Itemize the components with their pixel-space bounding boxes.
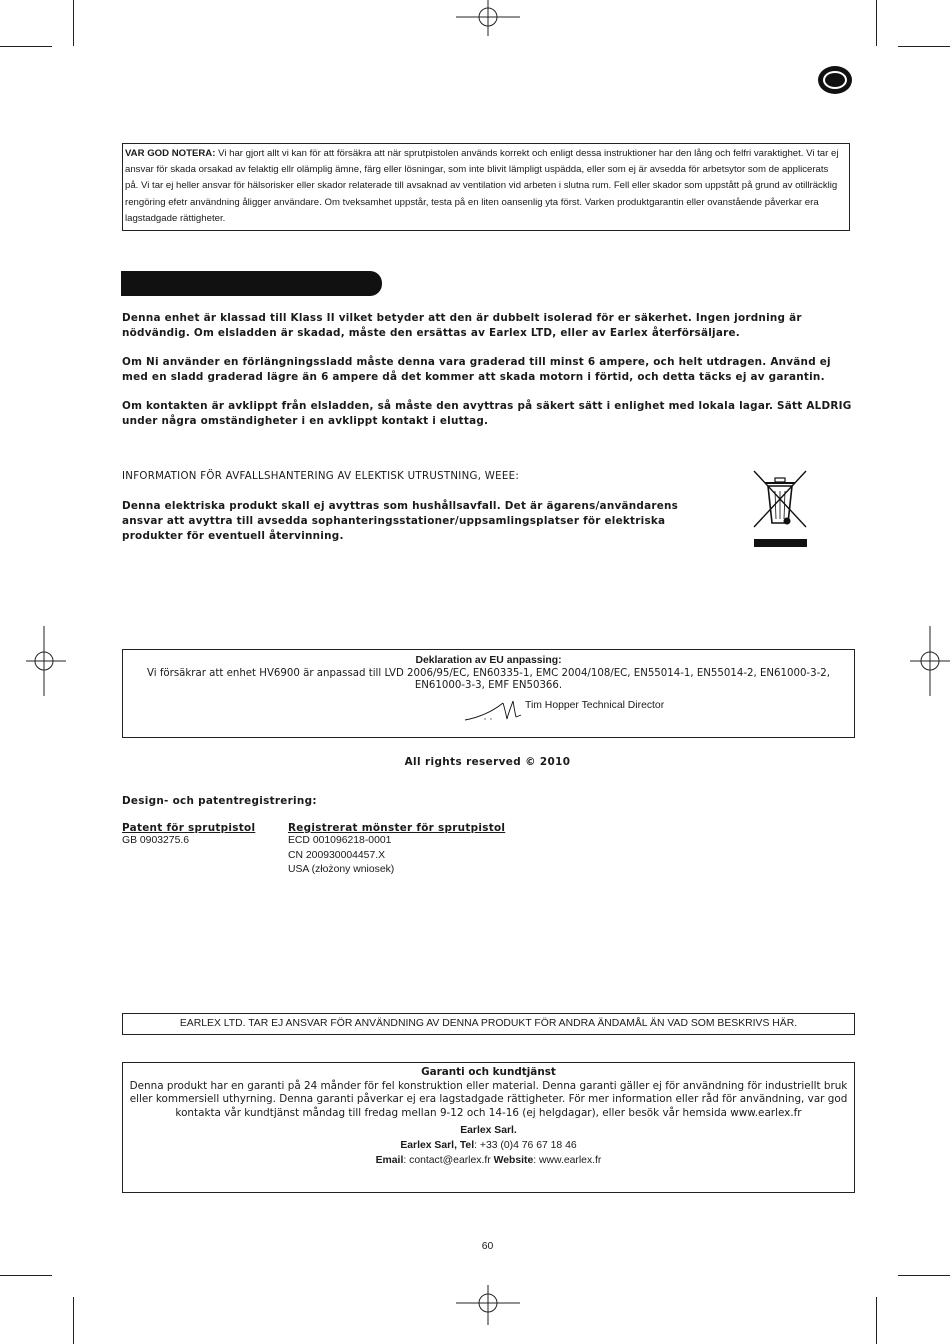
website-label: Website <box>493 1154 534 1166</box>
crop-mark <box>73 0 74 46</box>
weee-text: Denna elektriska produkt skall ej avyttras som hushållsavfall. Det är ägarens/användarens ansvar att avyttra till avsedda sophanteringsstationer/uppsamlingsplatser för elektriska produkter för eventuell återvinning. <box>122 500 679 543</box>
declaration-text: Vi försäkrar att enhet HV6900 är anpassad till LVD 2006/95/EC, EN60335-1, EMC 2004/108/EC, EN55014-1, EN55014-2, EN61000-3-2, EN61000-3-3, EMF EN50366. <box>147 667 830 692</box>
signature-image <box>463 693 525 723</box>
warranty-title: Garanti och kundtjänst <box>421 1066 556 1078</box>
weee-heading: INFORMATION FÖR AVFALLSHANTERING AV ELEKTISK UTRUSTNING, WEEE: <box>122 471 520 482</box>
patent-value: GB 0903275.6 <box>122 835 190 846</box>
electrical-paragraph-3: Om kontakten är avklippt från elsladden, så måste den avyttras på säkert sätt i enlighet med lokala lagar. Sätt ALDRIG under några omständigheter i en avklippt kontakt i eluttag. <box>122 400 852 428</box>
registration-mark-bottom <box>456 1285 520 1325</box>
registered-value: CN 200930004457.X <box>288 849 386 861</box>
crossed-out-bin-icon <box>751 469 809 549</box>
notice-box <box>122 143 850 231</box>
tel-label: Tel <box>459 1139 475 1151</box>
registered-heading: Registrerat mönster för sprutpistol <box>288 822 506 834</box>
page-number: 60 <box>481 1241 494 1252</box>
declaration-title: Deklaration av EU anpassing: <box>415 655 562 666</box>
copyright-text: All rights reserved © 2010 <box>404 756 571 768</box>
patent-column <box>122 822 255 849</box>
crop-mark <box>73 1297 74 1344</box>
crop-mark <box>898 46 950 47</box>
warranty-text: Denna produkt har en garanti på 24 månder för fel konstruktion eller material. Denna garanti gäller ej för användning för industriellt bruk eller kommersiell uthyrning. Denna garanti påverkar ej era lagstadgade rättigheter. För mer information eller råd för användning, var god kontakta vår kundtjänst måndag till fredag mellan 9-12 och 14-16 (ej helgdagar), eller besök vår hemsida www.earlex.fr <box>129 1079 848 1119</box>
company-name-tel: Earlex Sarl <box>400 1139 455 1151</box>
registered-value: ECD 001096218-0001 <box>288 835 392 846</box>
registered-value: USA (złożony wniosek) <box>288 864 395 875</box>
crop-mark <box>0 46 52 47</box>
registration-mark-left <box>26 626 66 696</box>
registered-design-column <box>288 822 505 878</box>
contact-block: Earlex Sarl. Earlex Sarl, Tel: +33 (0)4 76 67 18 46 Email: contact@earlex.fr Website: www.earlex.fr <box>375 1125 602 1166</box>
company-name: Earlex Sarl. <box>460 1125 517 1137</box>
phone-number: : +33 (0)4 76 67 18 46 <box>474 1139 577 1151</box>
email-address[interactable]: : contact@earlex.fr <box>403 1154 494 1166</box>
crop-mark <box>898 1275 950 1276</box>
section-header-bar <box>121 271 382 296</box>
signatory-name: Tim Hopper Technical Director <box>525 700 665 711</box>
crop-mark <box>876 0 877 46</box>
notice-text: Vi har gjort allt vi kan för att försäkra att när sprutpistolen används korrekt och enligt dessa instruktioner har den lång och felfri varaktighet. Vi tar ej ansvar för skada orsakad av felaktig ellr olämplig ämne, färg eller lösningar, som inte blivit lämpligt uspädda, eller som ej är avsedda för arbetsytor som de applicerats på. Vi tar ej heller ansvar för hälsorisker eller skador relaterade till avsaknad av ventilation vid arbeten i slutna rum. Fell eller skador som uppstått på grund av otillräcklig rengöring efetr användning åligger användare. Om tveksamhet uppstår, testa på en liten oansenlig yta först. Varken produktgarantin eller ovanstående påverkar era lagstadgade rättigheter. <box>125 148 839 224</box>
electrical-paragraph-2: Om Ni använder en förlängningssladd måste denna vara graderad till minst 6 ampere, och helt utdragen. Använd ej med en sladd graderad lägre än 6 ampere då det kommer att skada motorn i förtid, och detta täcks ej av garantin. <box>122 356 831 384</box>
electrical-paragraph-1: Denna enhet är klassad till Klass II vilket betyder att den är dubbelt isolerad för er säkerhet. Ingen jordning är nödvändig. Om elsladden är skadad, måste den ersättas av Earlex LTD, eller av Earlex återförsäljare. <box>122 312 802 340</box>
crop-mark <box>0 1275 52 1276</box>
disclaimer-box: EARLEX LTD. TAR EJ ANSVAR FÖR ANVÄNDNING AV DENNA PRODUKT FÖR ANDRA ÄNDAMÅL ÄN VAD SOM BESKRIVS HÄR. <box>122 1013 855 1035</box>
language-badge-icon <box>818 66 852 94</box>
notice-label: VAR GOD NOTERA: <box>125 148 216 159</box>
design-heading: Design- och patentregistrering: <box>122 795 317 807</box>
warranty-box <box>122 1062 855 1193</box>
patent-heading: Patent för sprutpistol <box>122 822 256 834</box>
eu-declaration-box <box>122 649 855 738</box>
registration-mark-top <box>456 0 520 36</box>
website-url[interactable]: : www.earlex.fr <box>533 1154 602 1166</box>
registration-mark-right <box>910 626 950 696</box>
email-label: Email <box>375 1154 404 1166</box>
crop-mark <box>876 1297 877 1344</box>
